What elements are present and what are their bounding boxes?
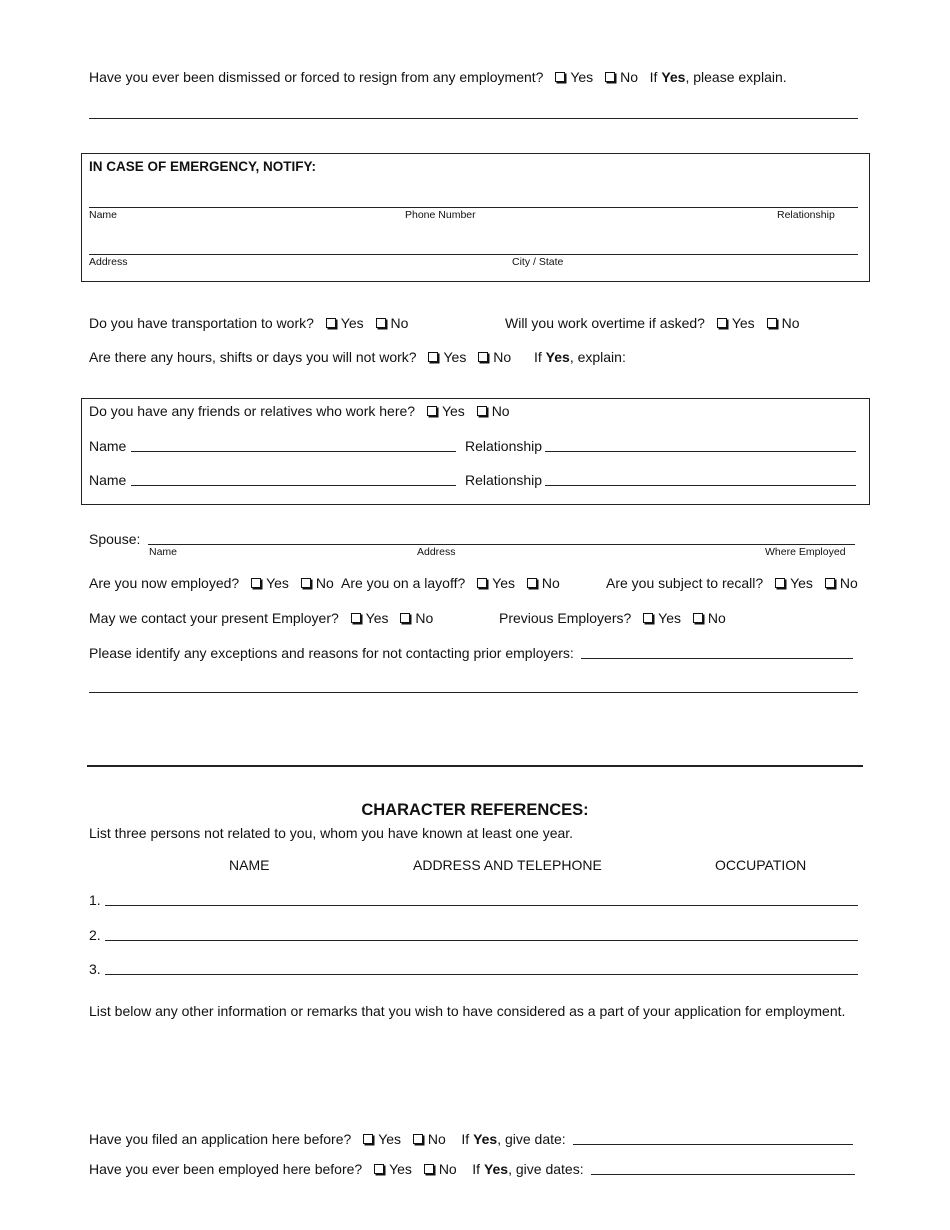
friends-row [89,403,510,419]
dismissed-no-label: No [620,69,638,85]
employed-before-no-label: No [438,1161,457,1177]
if-yes-label: Yes [661,69,686,85]
overtime-row [505,315,799,331]
references-instruction: List three persons not related to you, whom you have known at least one year. [89,825,574,841]
layoff-no-checkbox[interactable] [527,578,537,588]
overtime-no-checkbox[interactable] [767,318,777,328]
if-yes-label: Yes [483,1161,509,1177]
previous-yes-checkbox[interactable] [643,613,653,623]
dismissed-yes-label: Yes [570,69,594,85]
spouse-label: Spouse: [89,531,141,547]
emergency-phone-label: Phone Number [405,209,476,221]
previous-question: Previous Employers? [499,610,632,626]
emergency-line-2[interactable] [89,254,858,255]
contact-present-row [89,610,433,626]
hours-no-checkbox[interactable] [478,352,488,362]
if-label: If [461,1131,470,1147]
transport-yes-label: Yes [340,315,364,331]
filed-before-yes-label: Yes [378,1131,402,1147]
reference-row-number: 2. [89,927,101,943]
friend-relationship-label-1: Relationship [465,438,543,454]
employed-before-no-checkbox[interactable] [424,1164,434,1174]
friends-question: Do you have any friends or relatives who work here? [89,403,416,419]
previous-no-label: No [707,610,726,626]
contact-present-no-checkbox[interactable] [400,613,410,623]
hours-yes-checkbox[interactable] [428,352,438,362]
previous-yes-label: Yes [658,610,682,626]
hours-explain [534,349,626,365]
spouse-address-label: Address [417,546,456,558]
friend-relationship-label-2: Relationship [465,472,543,488]
friends-no-checkbox[interactable] [477,406,487,416]
contact-present-yes-label: Yes [365,610,389,626]
if-yes-label: Yes [473,1131,498,1147]
employed-before-question: Have you ever been employed here before? [89,1161,363,1177]
filed-before-no-checkbox[interactable] [413,1134,423,1144]
employed-no-checkbox[interactable] [301,578,311,588]
section-divider [87,765,863,767]
references-title: CHARACTER REFERENCES: [361,801,589,819]
if-yes-label: Yes [545,349,570,365]
filed-before-no-label: No [427,1131,446,1147]
friend-relationship-line-2[interactable] [545,485,856,486]
spouse-where-label: Where Employed [765,546,846,558]
reference-row-number: 3. [89,961,101,977]
contact-present-yes-checkbox[interactable] [351,613,361,623]
reference-row-line[interactable] [105,940,858,941]
recall-row [606,575,858,591]
recall-yes-label: Yes [790,575,813,591]
give-date-label: , give date: [497,1131,566,1147]
give-dates-label: , give dates: [508,1161,584,1177]
emergency-city-label: City / State [512,256,564,268]
layoff-no-label: No [541,575,560,591]
employed-yes-label: Yes [266,575,289,591]
employed-before-date-line[interactable] [591,1174,855,1175]
references-col-address: ADDRESS AND TELEPHONE [413,857,602,873]
exceptions-line-2[interactable] [89,692,858,693]
dismissed-question: Have you ever been dismissed or forced to resign from any employment? [89,69,544,85]
recall-no-checkbox[interactable] [825,578,835,588]
friend-name-line-2[interactable] [131,485,456,486]
references-col-name: NAME [229,857,270,873]
transport-yes-checkbox[interactable] [326,318,336,328]
overtime-question: Will you work overtime if asked? [505,315,705,331]
overtime-yes-checkbox[interactable] [717,318,727,328]
employed-no-label: No [315,575,334,591]
emergency-heading: IN CASE OF EMERGENCY, NOTIFY: [89,159,317,174]
explain-label: , explain: [569,349,626,365]
emergency-relationship-label: Relationship [777,209,835,221]
overtime-no-label: No [781,315,800,331]
employed-before-yes-checkbox[interactable] [374,1164,384,1174]
friends-yes-label: Yes [441,403,465,419]
filed-before-row [89,1131,566,1147]
transport-no-checkbox[interactable] [376,318,386,328]
friends-no-label: No [491,403,510,419]
recall-question: Are you subject to recall? [606,575,764,591]
references-col-occupation: OCCUPATION [715,857,807,873]
dismissed-yes-checkbox[interactable] [555,72,565,82]
if-label: If [472,1161,481,1177]
layoff-row [341,575,560,591]
employed-yes-checkbox[interactable] [251,578,261,588]
reference-row-line[interactable] [105,974,858,975]
employed-before-yes-label: Yes [389,1161,412,1177]
contact-present-question: May we contact your present Employer? [89,610,339,626]
spouse-line[interactable] [148,544,855,545]
dismissed-explain-line[interactable] [89,118,858,119]
remarks-instruction: List below any other information or remarks that you wish to have considered as a part of your application for employment. [89,1003,846,1019]
employed-before-row [89,1161,584,1177]
exceptions-question: Please identify any exceptions and reasons for not contacting prior employers: [89,645,574,661]
friend-name-label-2: Name [89,472,127,488]
hours-yes-label: Yes [443,349,467,365]
layoff-question: Are you on a layoff? [341,575,466,591]
exceptions-line-1[interactable] [581,658,853,659]
friends-yes-checkbox[interactable] [427,406,437,416]
emergency-name-label: Name [89,209,118,221]
transport-question: Do you have transportation to work? [89,315,314,331]
filed-before-date-line[interactable] [573,1144,853,1145]
dismissed-no-checkbox[interactable] [605,72,615,82]
dismissed-row [89,69,787,85]
filed-before-yes-checkbox[interactable] [363,1134,373,1144]
filed-before-question: Have you filed an application here before? [89,1131,352,1147]
hours-no-label: No [493,349,512,365]
explain-label: , please explain. [685,69,787,85]
emergency-line-1[interactable] [89,207,858,208]
hours-question: Are there any hours, shifts or days you will not work? [89,349,417,365]
transport-row [89,315,408,331]
employed-row [89,575,334,591]
reference-row-number: 1. [89,892,101,908]
transport-no-label: No [390,315,409,331]
layoff-yes-checkbox[interactable] [477,578,487,588]
recall-yes-checkbox[interactable] [775,578,785,588]
reference-row-line[interactable] [105,905,858,906]
recall-no-label: No [839,575,858,591]
layoff-yes-label: Yes [492,575,516,591]
if-label: If [649,69,658,85]
if-label: If [534,349,542,365]
previous-no-checkbox[interactable] [693,613,703,623]
employed-question: Are you now employed? [89,575,240,591]
spouse-name-label: Name [149,546,178,558]
emergency-address-label: Address [89,256,128,268]
hours-row [89,349,511,365]
contact-present-no-label: No [415,610,434,626]
friend-name-line-1[interactable] [131,451,456,452]
overtime-yes-label: Yes [731,315,755,331]
previous-row [499,610,726,626]
friend-name-label-1: Name [89,438,127,454]
friend-relationship-line-1[interactable] [545,451,856,452]
